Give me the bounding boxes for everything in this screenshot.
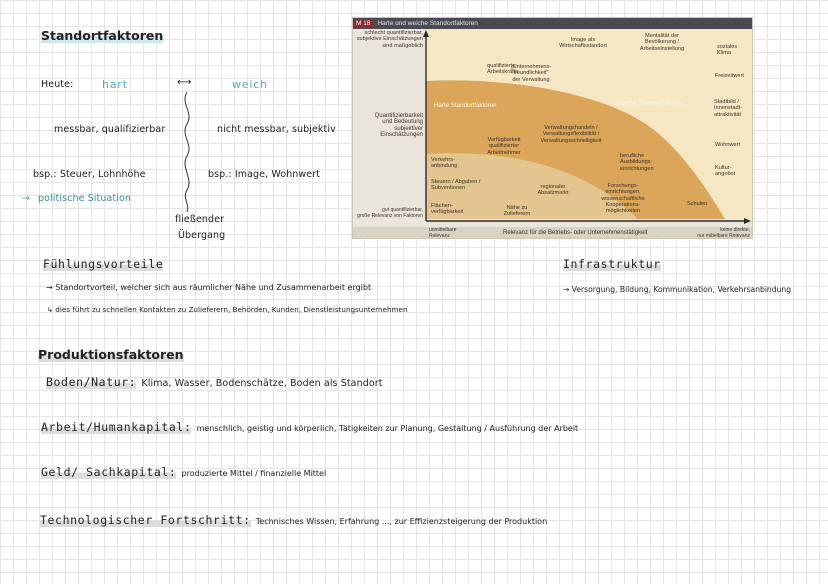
tech-text: Technisches Wissen, Erfahrung ..., zur Effizienzsteigerung der Produktion	[255, 517, 548, 526]
item-wohnwert: Wohnwert	[715, 142, 741, 148]
transition-line-2: Übergang	[178, 230, 226, 241]
arrow-icon: →	[22, 193, 31, 204]
item-verfuegbarkeit: Verfügbarkeit qualifizierter Arbeitnehmer	[487, 137, 521, 156]
item-unternehmensfreundlichkeit: „Unternehmens- freundlichkeit" der Verwaltung	[510, 64, 552, 83]
arbeit-row	[41, 416, 578, 435]
weich-label: weich	[232, 78, 268, 91]
tech-label: Technologischer Fortschritt:	[40, 513, 251, 527]
item-soziales-klima: soziales Klima	[717, 44, 738, 57]
item-qualifizierte-arbeitskraefte: qualifizierte Arbeitskräfte	[487, 63, 519, 76]
hart-examples: bsp.: Steuer, Lohnhöhe	[33, 169, 146, 180]
region-soft-label: Weiche Standortfaktoren	[616, 100, 684, 107]
item-mentalitaet: Mentalität der Bevölkerung / Arbeitseinstellung	[639, 33, 685, 52]
item-steuern: Steuern / Abgaben / Subventionen	[431, 179, 481, 192]
tech-row	[40, 509, 547, 528]
fuehlungsvorteile-heading: Fühlungsvorteile	[43, 257, 164, 271]
item-kulturangebot: Kultur- angebot	[715, 165, 736, 178]
geld-text: produzierte Mittel / finanzielle Mittel	[181, 469, 327, 478]
figure-hard-soft-factors	[352, 17, 753, 239]
item-verwaltungshandeln: Verwaltungshandeln / Verwaltungsflexibilität / Verwaltungsschnelligkeit	[540, 125, 602, 144]
fuehlungsvorteile-line-2: ↳ dies führt zu schnellen Kontakten zu Zulieferern, Behörden, Kunden, Dienstleistungsunternehmen	[47, 305, 408, 314]
item-absatzmarkt: regionaler Absatzmarkt	[537, 184, 569, 197]
boden-text: Klima, Wasser, Bodenschätze, Boden als Standort	[141, 378, 383, 389]
x-axis-title: Relevanz für die Betriebs- oder Unternehmenstätigkeit	[503, 230, 648, 236]
y-axis-title: Quantifizierbarkeit und Bedeutung subjektiver Einschätzungen	[374, 113, 423, 138]
item-image: Image als Wirtschaftsstandort	[559, 37, 607, 50]
wavy-divider	[176, 92, 198, 212]
item-berufliche-ausbildung: berufliche Ausbildungs- einrichtungen	[620, 153, 654, 172]
infrastruktur-line: → Versorgung, Bildung, Kommunikation, Verkehrsanbindung	[563, 285, 792, 294]
item-schulen: Schulen	[687, 201, 708, 207]
weich-examples: bsp.: Image, Wohnwert	[208, 169, 321, 180]
boden-label: Boden/Natur:	[46, 375, 137, 389]
item-forschung: Forschungs- einrichtungen, wissenschaftliche Kooperations- möglichkeiten	[601, 183, 645, 215]
y-axis-top-label: schlecht quantifizierbar, subjektive Einschätzungen sind maßgeblich	[356, 30, 423, 49]
produktionsfaktoren-heading: Produktionsfaktoren	[38, 347, 184, 362]
arbeit-label: Arbeit/Humankapital:	[41, 420, 192, 434]
item-naehe-zulieferer: Nähe zu Zulieferern	[503, 205, 531, 218]
item-stadtbild: Stadtbild / Innenstadt- attraktivität	[714, 99, 742, 118]
hart-description: messbar, qualifizierbar	[54, 124, 166, 135]
figure-number: M 18	[353, 20, 373, 27]
infrastruktur-heading: Infrastruktur	[563, 257, 661, 271]
geld-label: Geld/ Sachkapital:	[41, 465, 177, 479]
weich-description: nicht messbar, subjektiv	[217, 124, 336, 135]
hart-label: hart	[102, 78, 128, 91]
figure-titlebar	[353, 18, 752, 29]
transition-line-1: fließender	[175, 214, 225, 225]
figure-title: Harte und weiche Standortfaktoren	[377, 20, 478, 27]
heute-label: Heute:	[41, 79, 74, 90]
x-axis-left-label: unmittelbare Relevanz	[429, 227, 457, 239]
item-flaechenverfuegbarkeit: Flächen- verfügbarkeit	[431, 203, 464, 216]
boden-row	[46, 371, 383, 390]
fuehlungsvorteile-line-1: → Standortvorteil, welcher sich aus räumlicher Nähe und Zusammenarbeit ergibt	[46, 283, 372, 292]
region-hard-label: Harte Standortfaktoren	[434, 102, 497, 109]
geld-row	[41, 461, 326, 480]
x-axis-right-label: keine direkte, nur mittelbare Relevanz	[697, 227, 750, 239]
hart-examples-2: politische Situation	[38, 193, 131, 204]
y-axis-bottom-label: gut quantifizierbar, große Relevanz von Faktoren	[357, 207, 423, 220]
arbeit-text: menschlich, geistig und körperlich, Tätigkeiten zur Planung, Gestaltung / Ausführung der Arbeit	[196, 424, 579, 433]
item-freizeitwert: Freizeitwert	[715, 73, 744, 79]
double-arrow-icon: ⟷	[177, 77, 192, 88]
page-title: Standortfaktoren	[41, 28, 164, 43]
item-verkehrsanbindung: Verkehrs- anbindung	[431, 157, 458, 170]
